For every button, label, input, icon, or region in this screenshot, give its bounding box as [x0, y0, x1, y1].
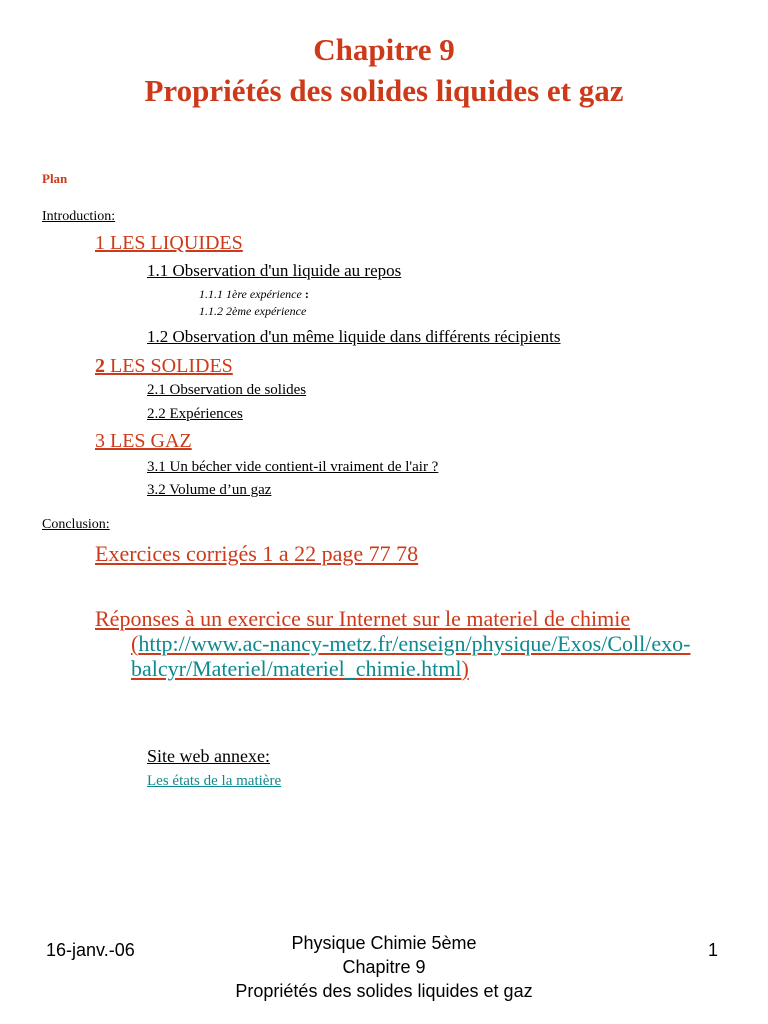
footer-title — [0, 931, 768, 1003]
introduction-label: Introduction: — [42, 209, 116, 224]
footer-page-number: 1 — [708, 940, 719, 960]
conclusion-label: Conclusion: — [42, 517, 110, 532]
etats-matiere-link[interactable]: Les états de la matière — [147, 773, 282, 789]
toc-subsection-2-2[interactable]: 2.2 Expériences — [147, 406, 243, 422]
footer-date: 16-janv.-06 — [46, 940, 135, 960]
toc-section-gaz[interactable] — [95, 430, 192, 453]
footer-chapter-title: Propriétés des solides liquides et gaz — [235, 981, 533, 1001]
toc-section-number: 1 — [95, 232, 105, 254]
toc-subsubsection-1-1-1[interactable] — [199, 287, 309, 302]
toc-subsection-3-2[interactable]: 3.2 Volume d’un gaz — [147, 482, 272, 498]
reponses-text: Réponses à un exercice sur Internet sur le materiel de chimie ( — [95, 606, 631, 656]
toc-item-colon: : — [304, 287, 309, 301]
reponses-link[interactable] — [95, 606, 711, 681]
toc-item-text: 1.1.1 1ère expérience — [199, 287, 302, 301]
toc-subsubsection-1-1-2[interactable]: 1.1.2 2ème expérience — [199, 304, 307, 318]
footer-course: Physique Chimie 5ème — [291, 933, 477, 953]
site-annexe-label: Site web annexe: — [147, 746, 270, 766]
toc-subsection-1-1[interactable]: 1.1 Observation d'un liquide au repos — [147, 261, 402, 280]
toc-section-label: LES GAZ — [110, 430, 192, 452]
toc-section-solides[interactable] — [95, 355, 233, 378]
toc-subsection-3-1[interactable]: 3.1 Un bécher vide contient-il vraiment de l'air ? — [147, 459, 439, 475]
footer-chapter: Chapitre 9 — [342, 957, 426, 977]
toc-section-label: LES LIQUIDES — [110, 232, 243, 254]
chapter-title: Chapitre 9 — [313, 32, 455, 67]
exercices-link[interactable]: Exercices corrigés 1 a 22 page 77 78 — [95, 541, 419, 566]
toc-section-liquides[interactable] — [95, 232, 243, 255]
toc-subsection-1-2[interactable]: 1.2 Observation d'un même liquide dans différents récipients — [147, 327, 561, 346]
reponses-close-paren: ) — [461, 656, 469, 681]
toc-subsection-2-1[interactable]: 2.1 Observation de solides — [147, 382, 307, 398]
toc-section-number: 3 — [95, 430, 105, 452]
materiel-chimie-url[interactable]: http://www.ac-nancy-metz.fr/enseign/physique/Exos/Coll/exo-balcyr/Materiel/materiel_chimie.html — [131, 631, 691, 681]
toc-section-number: 2 — [95, 355, 105, 377]
toc-section-label: LES SOLIDES — [110, 355, 233, 377]
plan-heading: Plan — [42, 171, 68, 186]
chapter-subtitle: Propriétés des solides liquides et gaz — [144, 73, 624, 108]
